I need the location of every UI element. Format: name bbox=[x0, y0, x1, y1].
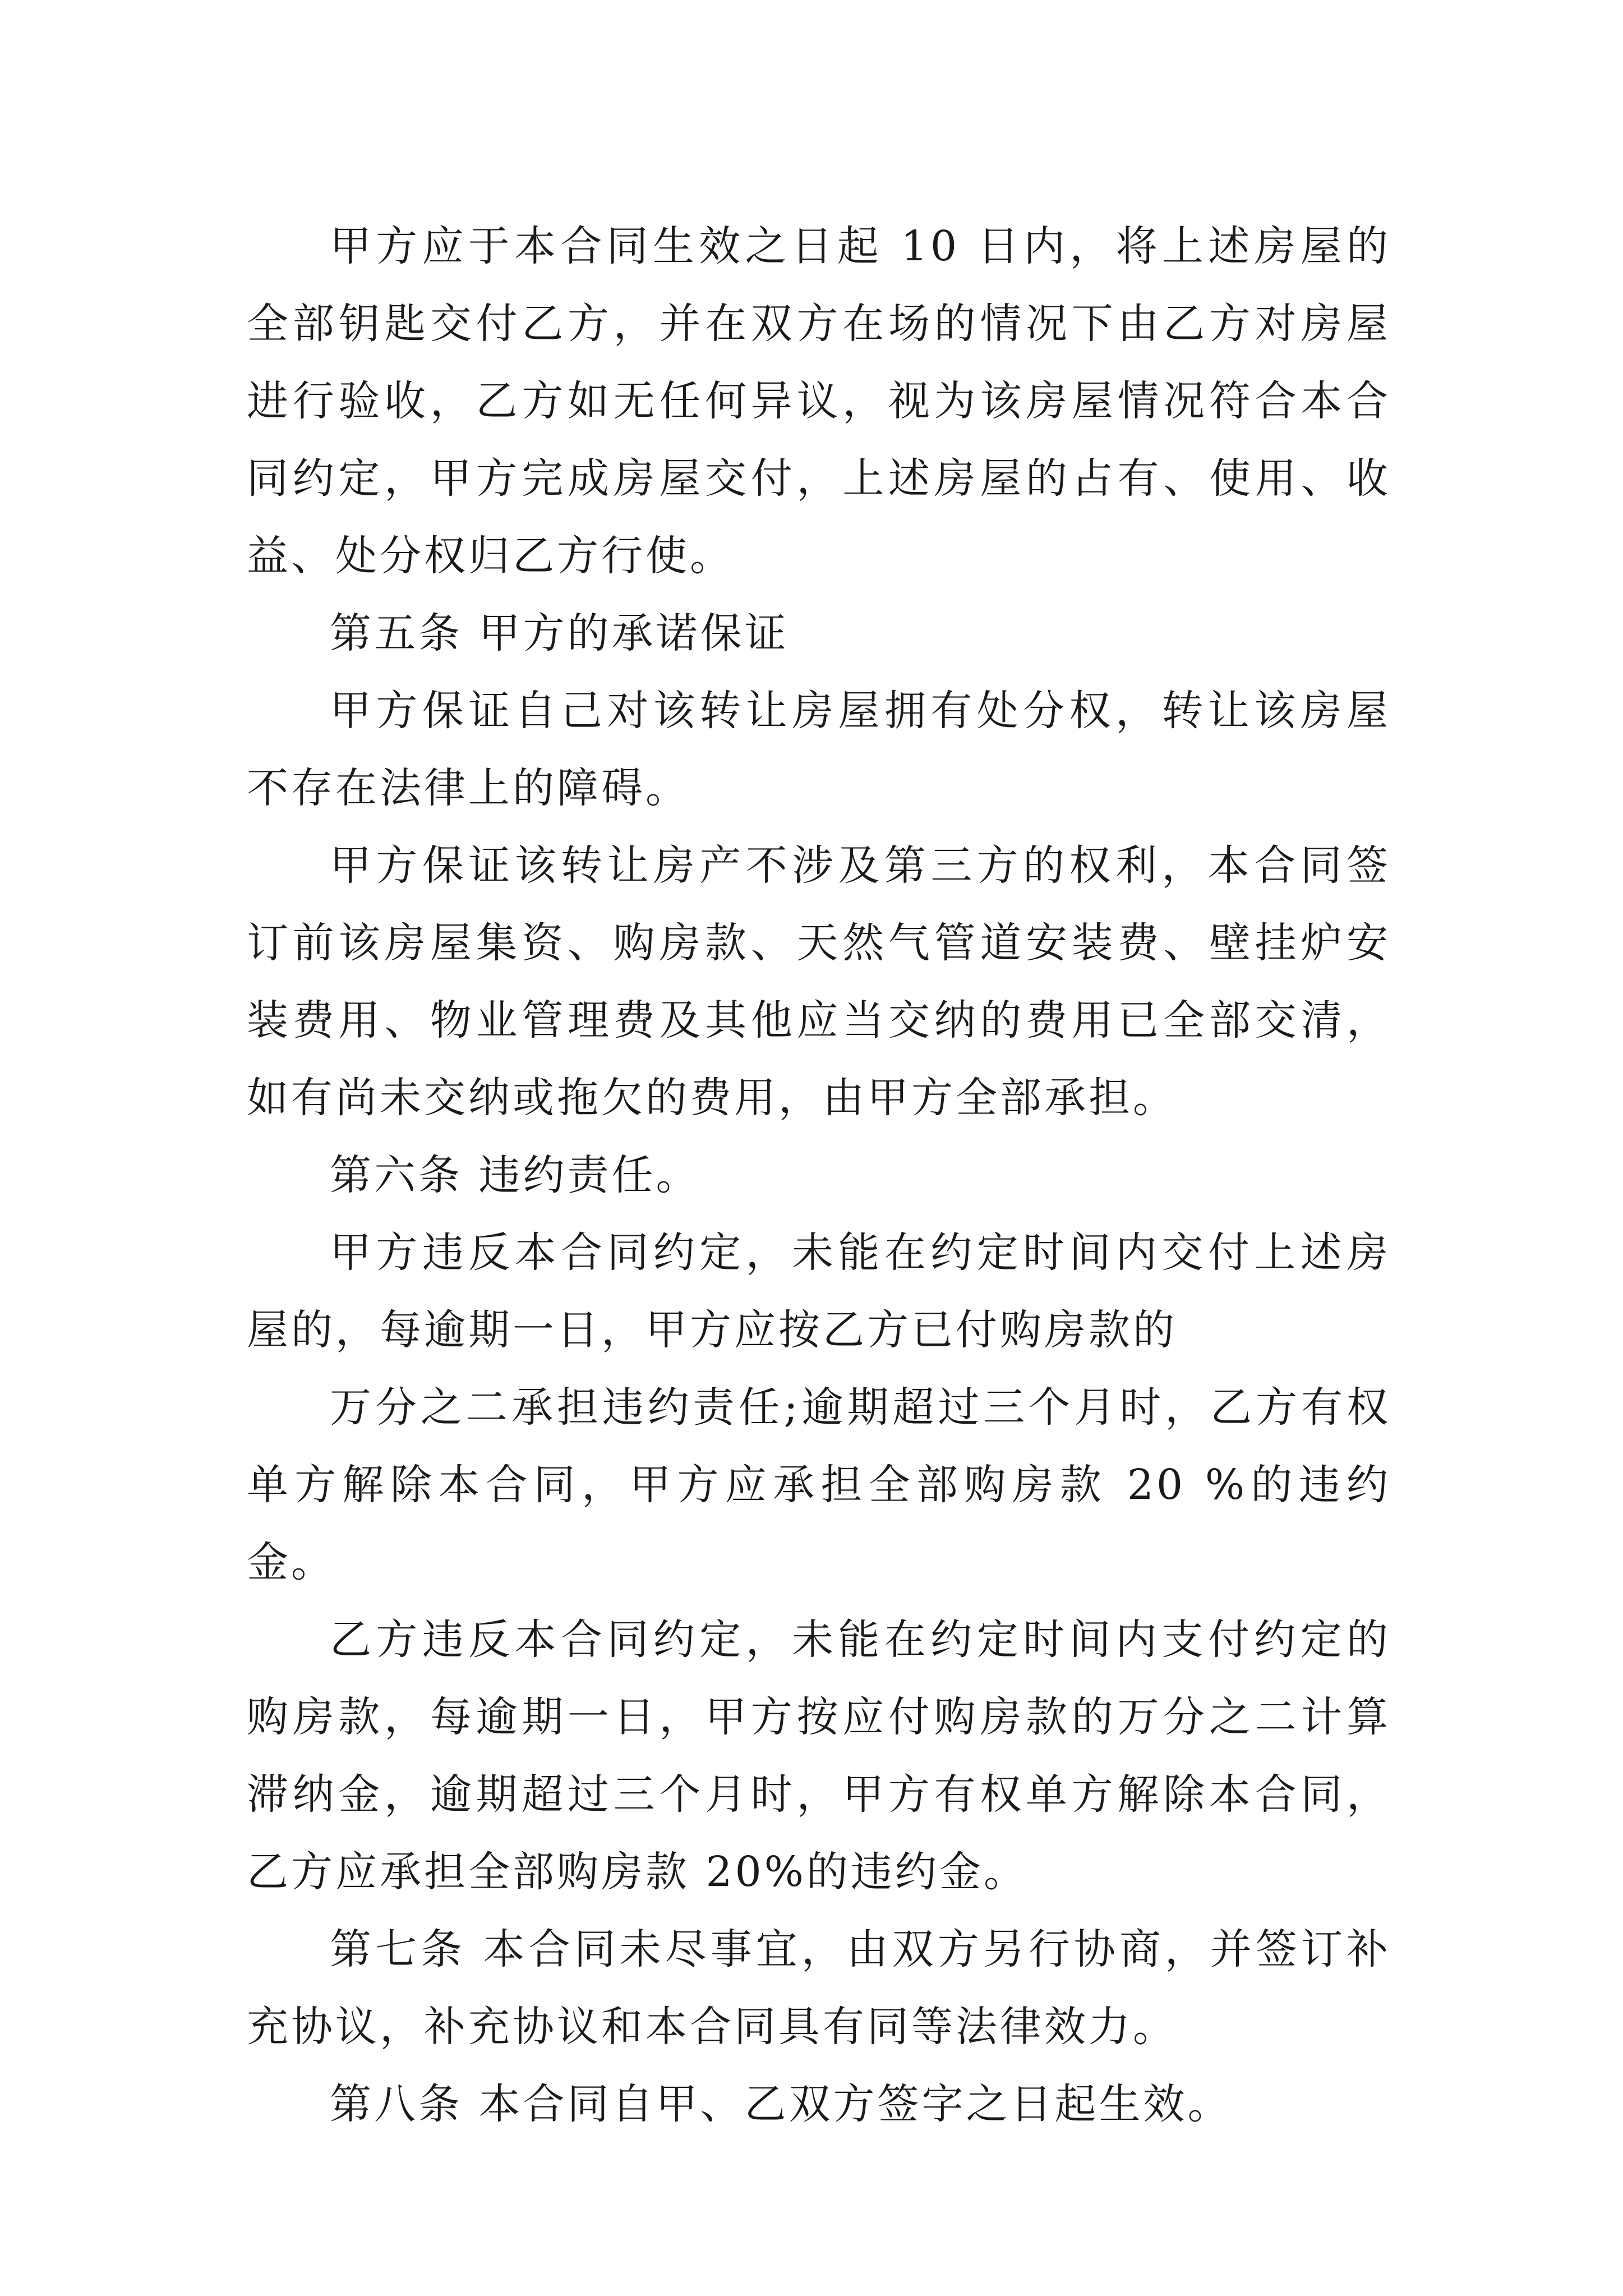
paragraph-fees-settled: 甲方保证该转让房产不涉及第三方的权利，本合同签订前该房屋集资、购房款、天然气管道安装费、壁挂炉安装费用、物业管理费及其他应当交纳的费用已全部交清，如有尚未交纳或拖欠的费用，由甲方全部承担。 bbox=[247, 841, 1391, 1122]
paragraph-party-a-penalty: 万分之二承担违约责任;逾期超过三个月时，乙方有权单方解除本合同，甲方应承担全部购房款 20 %的违约金。 bbox=[247, 1383, 1391, 1586]
paragraph-party-a-breach: 甲方违反本合同约定，未能在约定时间内交付上述房屋的，每逾期一日，甲方应按乙方已付购房款的 bbox=[247, 1228, 1391, 1354]
article-5-heading: 第五条 甲方的承诺保证 bbox=[330, 609, 789, 657]
article-6-heading: 第六条 违约责任。 bbox=[330, 1151, 700, 1199]
article-7-paragraph: 第七条 本合同未尽事宜，由双方另行协商，并签订补充协议，补充协议和本合同具有同等法律效力。 bbox=[247, 1925, 1391, 2051]
paragraph-delivery-of-keys: 甲方应于本合同生效之日起 10 日内，将上述房屋的全部钥匙交付乙方，并在双方在场的情况下由乙方对房屋进行验收，乙方如无任何异议，视为该房屋情况符合本合同约定，甲方完成房屋交付，上述房屋的占有、使用、收益、处分权归乙方行使。 bbox=[247, 222, 1391, 580]
paragraph-disposal-right: 甲方保证自己对该转让房屋拥有处分权，转让该房屋不存在法律上的障碍。 bbox=[247, 687, 1391, 812]
paragraph-party-b-breach: 乙方违反本合同约定，未能在约定时间内支付约定的购房款，每逾期一日，甲方按应付购房款的万分之二计算滞纳金，逾期超过三个月时，甲方有权单方解除本合同，乙方应承担全部购房款 20%的违约金。 bbox=[247, 1616, 1391, 1896]
contract-body bbox=[247, 208, 1391, 2143]
article-8-paragraph: 第八条 本合同自甲、乙双方签字之日起生效。 bbox=[330, 2080, 1232, 2128]
